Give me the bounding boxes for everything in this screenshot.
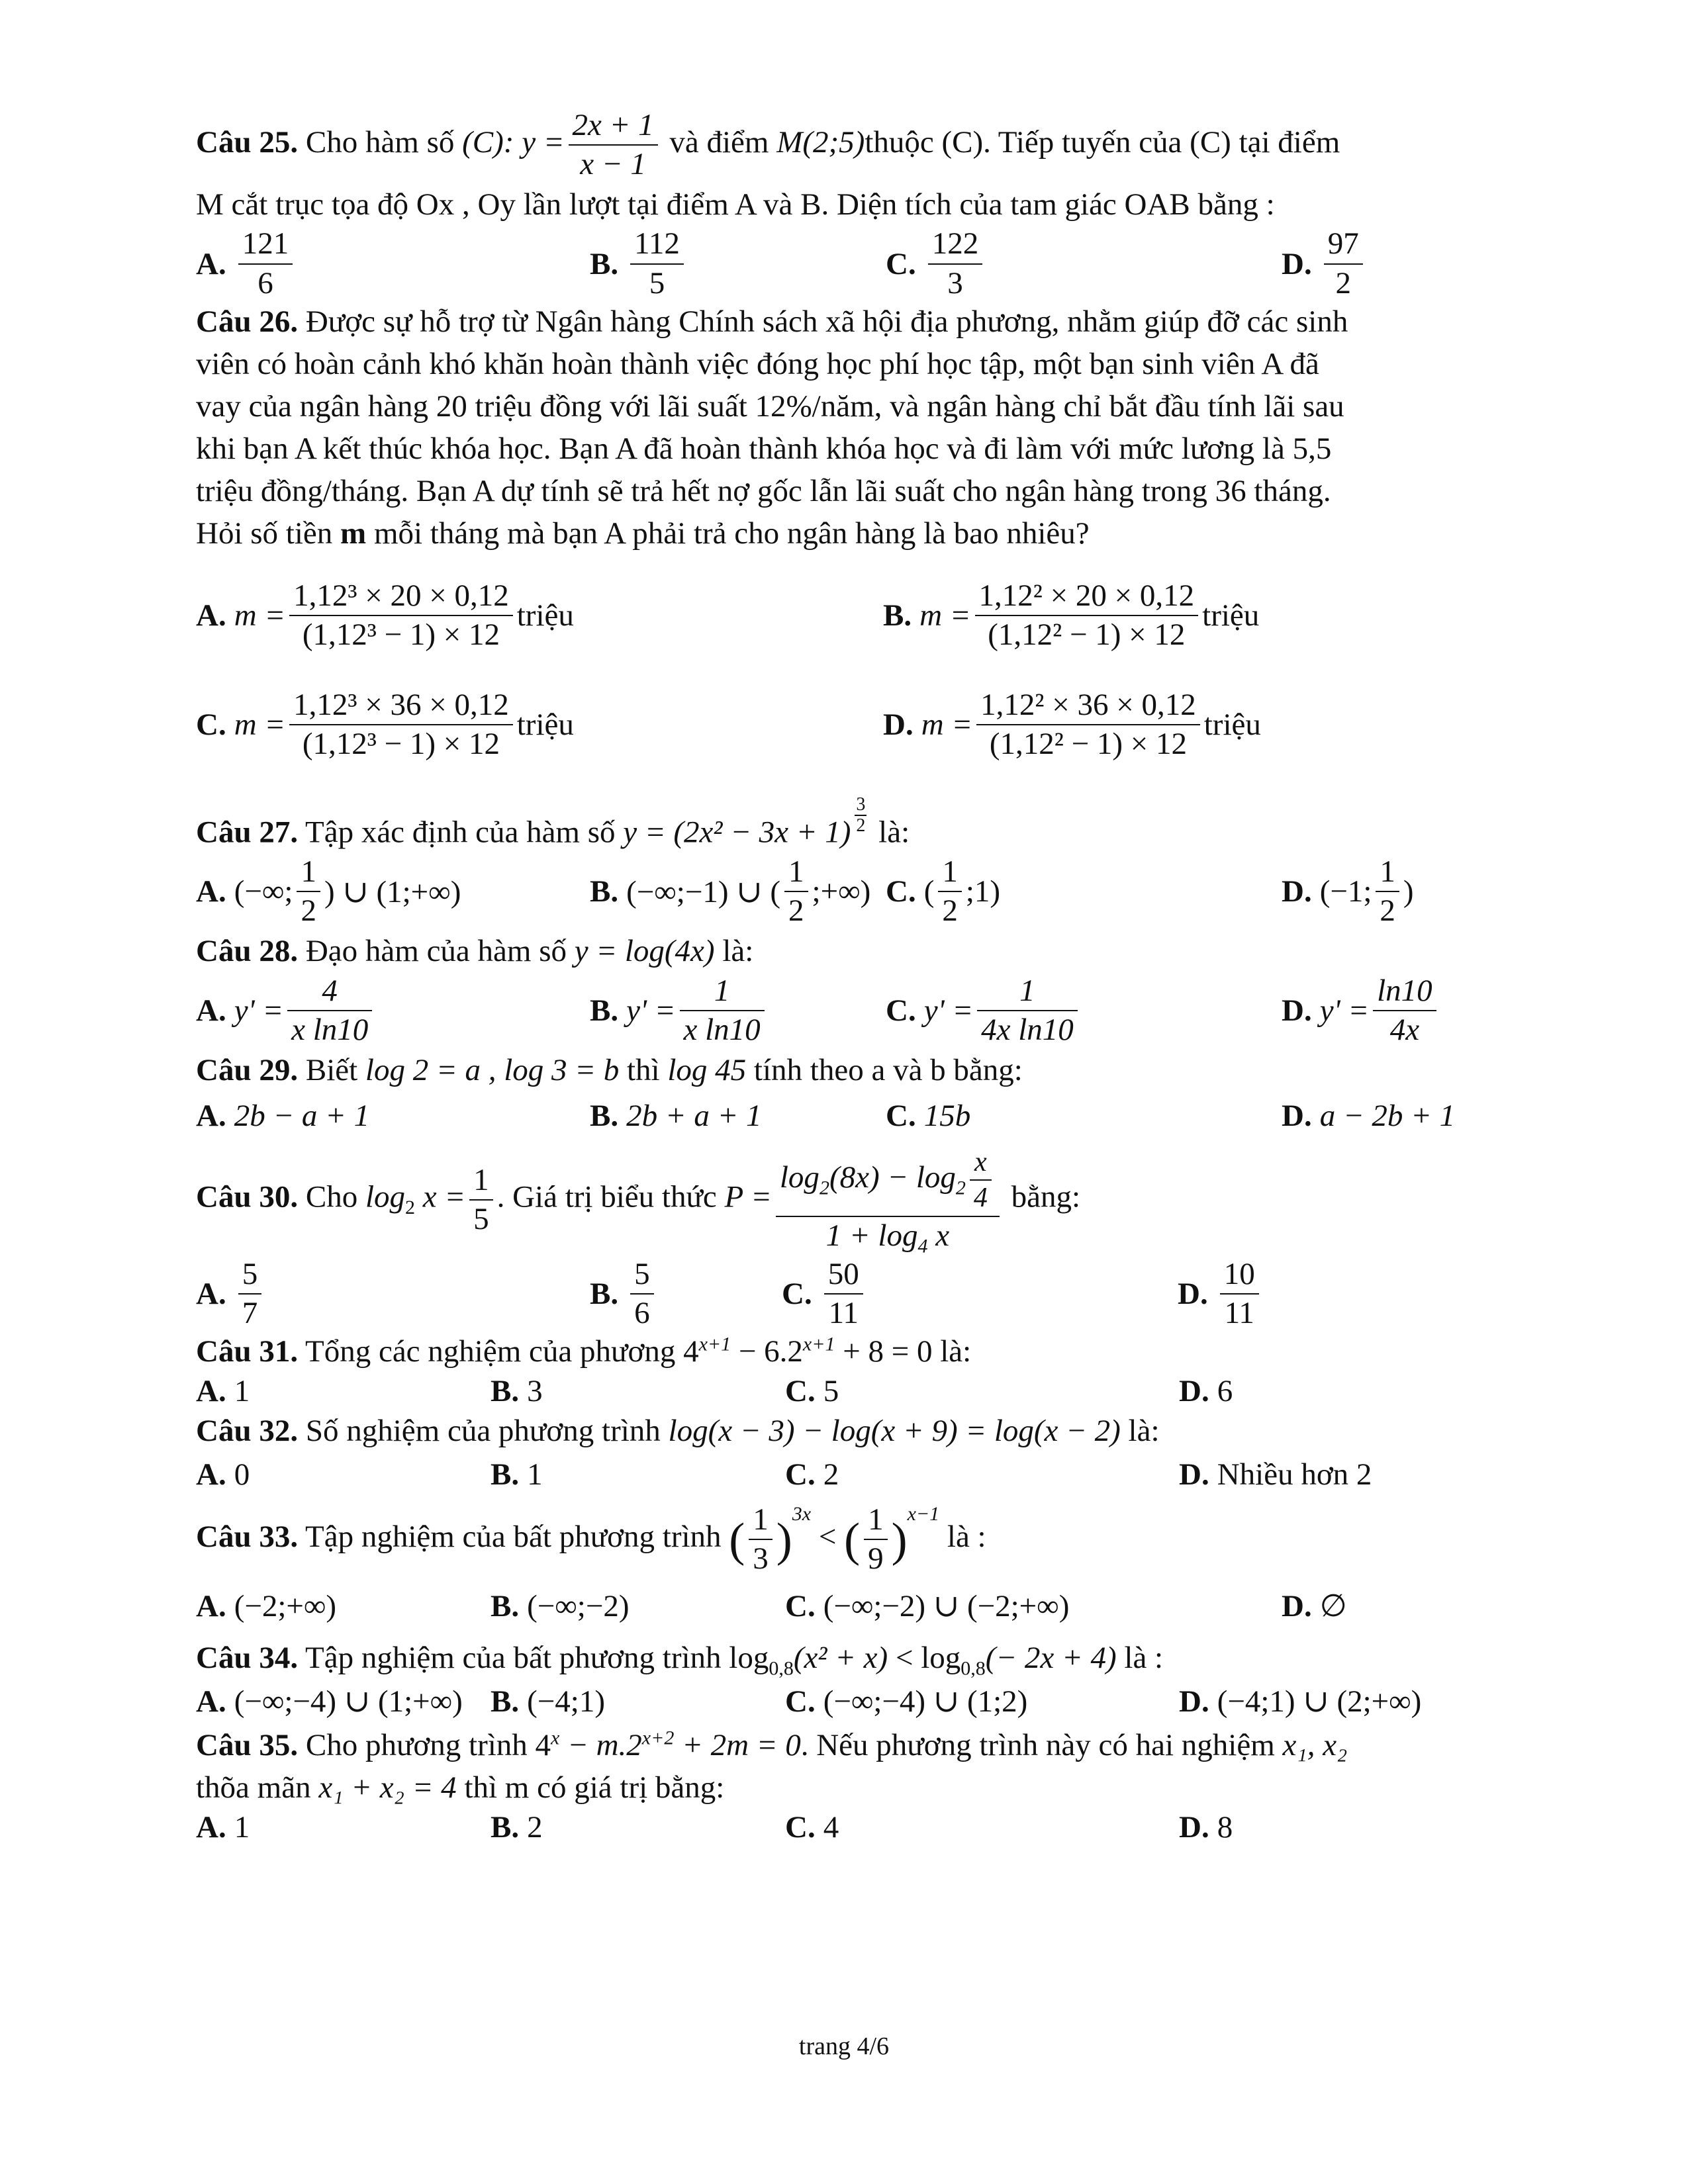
option-d[interactable]: D. ∅ [1282,1588,1347,1624]
option-a[interactable]: A. (−∞; $\frac{1}{2}$ ) ∪ (1;+∞) [196,854,461,929]
option-c[interactable]: C. 2 [785,1457,839,1492]
option-c[interactable]: C. (−∞;−2) ∪ (−2;+∞) [785,1588,1070,1624]
question-25-stem-line-2: M cắt trục tọa độ Ox , Oy lần lượt tại điểm A và B. Diện tích của tam giác OAB bằng : [196,187,1275,222]
question-25-function-fraction: $\frac{2x + 1}{x - 1}$ [569,109,658,181]
question-33 [196,1504,1513,1637]
question-27 [196,796,1513,929]
option-a[interactable]: A. m = $\frac{\text{1,12³ × 20 × 0,12}}{\text{(1,12³ − 1) × 12}}$ triệu [196,578,574,653]
exam-page [196,109,1513,1846]
question-32-options [196,1452,1513,1497]
option-d[interactable]: D. y' = $\frac{\ln 10}{4x}$ [1282,974,1440,1047]
option-c[interactable]: C. y' = $\frac{1}{\text{4x ln10}}$ [886,974,1082,1047]
option-b[interactable]: B. 2 [491,1809,543,1844]
option-b[interactable]: B. m = $\frac{\text{1,12² × 20 × 0,12}}{\text{(1,12² − 1) × 12}}$ triệu [883,578,1260,653]
question-30-options [196,1257,1513,1330]
question-30 [196,1148,1513,1330]
option-d[interactable]: D. $\frac{10}{11}$ [1178,1257,1263,1330]
option-d[interactable]: D. $\frac{97}{2}$ [1282,228,1367,300]
option-b[interactable]: B. (−4;1) [491,1684,605,1719]
question-25-options [196,228,1513,300]
question-26 [196,300,1513,780]
option-b[interactable]: B. 3 [491,1373,543,1408]
option-c[interactable]: C. 4 [785,1809,839,1844]
question-26-options-row-2 [196,670,1513,780]
option-d[interactable]: D. (−1; $\frac{1}{2}$ ) [1282,854,1414,929]
question-26-options-row-1 [196,561,1513,670]
exponent-fraction: 3 2 [856,794,866,836]
question-30-stem: Câu 30. Cho $\log_2 x$ = $\frac{1}{5}$ . Giá trị biểu thức P = $\log_2(8x) - \log_2$ $\frac{x}{4}$ $1 + \log_4 x$ bằng: [196,1147,1081,1257]
question-28-stem: Câu 28. Đạo hàm của hàm số y = log(4x) là: [196,934,754,969]
question-25-stem: Câu 25. Cho hàm số (C): y = $\frac{2x + 1}{x - 1}$ và điểm M(2;5)thuộc (C). Tiếp tuyến của (C) tại điểm [196,108,1340,182]
option-d[interactable]: D. 6 [1179,1373,1233,1408]
option-b[interactable]: B. (−∞;−1) ∪ ( $\frac{1}{2}$ ;+∞) [590,854,871,929]
option-a[interactable]: A. 1 [196,1373,250,1408]
page-number: trang 4/6 [798,2032,890,2060]
option-a[interactable]: A. (−∞;−4) ∪ (1;+∞) [196,1684,463,1719]
option-d[interactable]: D. m = $\frac{\text{1,12² × 36 × 0,12}}{\text{(1,12² − 1) × 12}}$ triệu [883,687,1261,762]
option-a[interactable]: A. (−2;+∞) [196,1588,337,1623]
question-26-line: vay của ngân hàng 20 triệu đồng với lãi suất 12%/năm, và ngân hàng chỉ bắt đầu tính lãi sau [196,388,1344,424]
option-b[interactable]: B. (−∞;−2) [491,1588,630,1623]
question-34-stem: Câu 34. Tập nghiệm của bất phương trình $\log_{0,8}(x^2 + x) < \log_{0,8}(- 2x + 4)$ là : [196,1640,1164,1679]
question-33-options [196,1576,1513,1637]
option-c[interactable]: C. (−∞;−4) ∪ (1;2) [785,1684,1028,1719]
option-b[interactable]: B. 1 [491,1457,543,1492]
question-32-stem: Câu 32. Số nghiệm của phương trình log(x − 3) − log(x + 9) = log(x − 2) là: [196,1413,1160,1448]
question-35-stem-line-2: thõa mãn x₁ + x₂ = 4 thì m có giá trị bằng: [196,1770,725,1805]
option-d[interactable]: D. a − 2b + 1 [1282,1099,1456,1134]
question-33-stem: Câu 33. Tập nghiệm của bất phương trình ( $\frac{1}{3}$ )$^{3x}$ < ( $\frac{1}{9}$ )$^{x-1}$ là : [196,1502,986,1576]
question-35-stem: Câu 35. Cho phương trình $4^x - m.2^{x+2} + 2m = 0$. Nếu phương trình này có hai nghiệm x₁, x₂ [196,1726,1348,1762]
question-26-stem: Câu 26. Được sự hỗ trợ từ Ngân hàng Chính sách xã hội địa phương, nhằm giúp đỡ các sinh [196,304,1348,339]
question-34-options [196,1679,1513,1724]
question-31-stem: Câu 31. Tổng các nghiệm của phương $4^{x+1} - 6.2^{x+1} + 8 = 0$ là: [196,1333,972,1369]
option-b[interactable]: B. $\frac{5}{6}$ [590,1257,658,1330]
question-29 [196,1047,1513,1138]
option-d[interactable]: D. 8 [1179,1809,1233,1844]
question-25 [196,109,1513,300]
option-b[interactable]: B. 2b + a + 1 [590,1099,762,1134]
option-b[interactable]: B. y' = $\frac{1}{\text{x ln10}}$ [590,974,769,1047]
question-27-stem: Câu 27. Tập xác định của hàm số y = (2x² − 3x + 1) $^{\frac{3}{2}}$ là: [196,794,910,850]
question-31 [196,1330,1513,1410]
option-d[interactable]: D. (−4;1) ∪ (2;+∞) [1179,1684,1422,1719]
option-c[interactable]: C. ( $\frac{1}{2}$ ;1) [886,854,1001,929]
question-35-options [196,1809,1513,1846]
question-26-line: khi bạn A kết thúc khóa học. Bạn A đã hoàn thành khóa học và đi làm với mức lương là 5,5 [196,431,1332,466]
option-a[interactable]: A. y' = $\frac{4}{\text{x ln10}}$ [196,974,376,1047]
option-d[interactable]: D. Nhiều hơn 2 [1179,1457,1372,1492]
option-a[interactable]: A. $\frac{5}{7}$ [196,1257,265,1330]
question-29-stem: Câu 29. Biết log 2 = a , log 3 = b thì log 45 tính theo a và b bằng: [196,1053,1023,1088]
question-26-line: triệu đồng/tháng. Bạn A dự tính sẽ trả hết nợ gốc lẫn lãi suất cho ngân hàng trong 36 tháng. [196,473,1331,508]
question-31-options [196,1373,1513,1410]
option-a[interactable]: A. 1 [196,1809,250,1844]
option-a[interactable]: A. 0 [196,1457,250,1492]
question-34 [196,1637,1513,1724]
option-c[interactable]: C. m = $\frac{\text{1,12³ × 36 × 0,12}}{\text{(1,12³ − 1) × 12}}$ triệu [196,687,574,762]
question-26-line: viên có hoàn cảnh khó khăn hoàn thành việc đóng học phí học tập, một bạn sinh viên A đã [196,346,1319,381]
question-27-options [196,855,1513,928]
option-a[interactable]: A. $\frac{121}{6}$ [196,228,297,300]
option-c[interactable]: C. $\frac{122}{3}$ [886,228,986,300]
option-b[interactable]: B. $\frac{112}{5}$ [590,228,688,300]
question-26-line: Hỏi số tiền m mỗi tháng mà bạn A phải trả cho ngân hàng là bao nhiêu? [196,516,1090,551]
question-28 [196,928,1513,1047]
option-c[interactable]: C. 15b [886,1099,971,1134]
option-a[interactable]: A. 2b − a + 1 [196,1099,370,1134]
question-35 [196,1724,1513,1846]
question-29-options [196,1093,1513,1138]
option-c[interactable]: C. $\frac{50}{11}$ [782,1257,867,1330]
question-32 [196,1410,1513,1497]
option-c[interactable]: C. 5 [785,1373,839,1408]
expression-p-fraction: $\log_2(8x) - \log_2$ $\frac{x}{4}$ $1 + \log_4 x$ [776,1148,1000,1252]
question-28-options [196,974,1513,1047]
